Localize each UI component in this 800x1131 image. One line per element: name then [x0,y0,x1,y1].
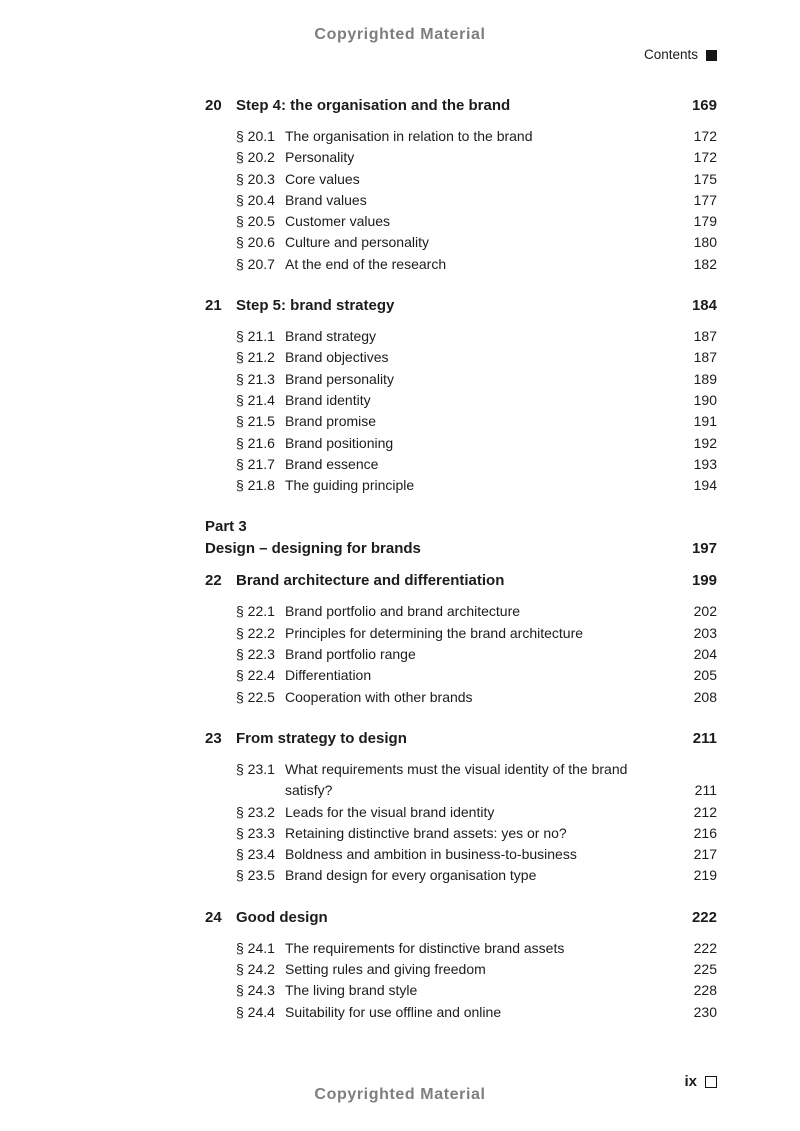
section-list [205,126,717,275]
section-title: Leads for the visual brand identity [285,803,495,820]
section-page: 177 [693,191,717,208]
running-head-label: Contents [643,47,698,62]
section-list [205,601,717,707]
toc-section-row [236,938,717,959]
chapter-page: 184 [691,297,717,315]
toc-section-row [236,411,717,432]
toc-section-row [236,687,717,708]
toc-section-row [236,390,717,411]
chapter-number: 21 [205,297,222,315]
section-page: 217 [693,846,717,863]
toc-section-row [236,1002,717,1023]
section-page: 179 [693,213,717,230]
part-label: Part 3 [205,518,247,536]
copyright-watermark-top: Copyrighted Material [314,26,486,43]
toc-section-row [236,369,717,390]
toc-section-row [236,865,717,886]
section-page: 172 [693,149,717,166]
toc-section-row [236,190,717,211]
section-label: § 24.1 [236,939,275,956]
section-title: What requirements must the visual identity of the brand satisfy? [285,760,628,799]
toc-section-row [236,601,717,622]
section-title: The guiding principle [285,477,415,494]
toc-section-row [236,644,717,665]
section-title: Brand portfolio and brand architecture [285,603,521,620]
section-page: 204 [693,646,717,663]
section-page: 202 [693,603,717,620]
toc-section-row [236,665,717,686]
chapter-row [205,295,717,317]
section-title: Brand positioning [285,434,394,451]
section-label: § 21.7 [236,455,275,472]
chapter-title: Step 4: the organisation and the brand [236,97,511,114]
section-label: § 21.8 [236,477,275,494]
section-page: 190 [693,391,717,408]
toc-section-row [236,454,717,475]
running-head [644,47,717,63]
section-label: § 21.3 [236,370,275,387]
chapter-page: 222 [691,908,717,926]
toc-section-row [236,433,717,454]
section-label: § 23.1 [236,760,275,777]
chapter-title: From strategy to design [236,729,407,747]
toc-part-block [205,516,717,560]
section-label: § 21.1 [236,328,275,345]
section-label: § 20.4 [236,191,275,208]
section-page: 219 [693,867,717,884]
toc-section-row [236,823,717,844]
section-page: 216 [693,824,717,841]
section-title: Brand promise [285,413,377,430]
section-title: Brand personality [285,370,394,387]
section-label: § 23.3 [236,824,275,841]
section-page: 180 [693,234,717,251]
section-title: Cooperation with other brands [285,688,473,705]
toc-chapter-block [205,907,717,1023]
filled-square-icon [706,50,717,61]
part-title: Design – designing for brands [205,540,421,558]
toc-section-row [236,844,717,865]
section-page: 192 [693,434,717,451]
toc-chapter-block [205,295,717,496]
toc-section-row [236,326,717,347]
chapter-number: 22 [205,572,222,590]
section-label: § 24.2 [236,961,275,978]
section-page: 187 [693,328,717,345]
toc-section-row [236,169,717,190]
toc-section-row [236,623,717,644]
section-label: § 23.4 [236,846,275,863]
chapter-page: 169 [691,97,717,114]
chapter-row [205,95,717,117]
section-page: 194 [693,477,717,494]
section-label: § 24.3 [236,982,275,999]
section-title: Brand values [285,191,367,208]
section-title: Brand essence [285,455,379,472]
toc-section-row [236,211,717,232]
toc-chapter-block [205,570,717,707]
section-page: 189 [693,370,717,387]
section-label: § 22.4 [236,667,275,684]
section-title: Differentiation [285,667,372,684]
chapter-row [205,570,717,592]
section-page: 228 [693,982,717,999]
section-label: § 22.1 [236,603,275,620]
toc-section-row [236,254,717,275]
section-label: § 22.2 [236,624,275,641]
section-label: § 20.5 [236,213,275,230]
section-title: Brand portfolio range [285,646,416,663]
section-page: 212 [693,803,717,820]
section-page: 175 [693,170,717,187]
toc-section-row [236,759,717,802]
chapter-title: Brand architecture and differentiation [236,572,505,590]
chapter-page: 211 [692,729,717,747]
section-title: Setting rules and giving freedom [285,961,486,978]
toc-section-row [236,980,717,1001]
section-title: Retaining distinctive brand assets: yes or no? [285,824,567,841]
section-label: § 20.2 [236,149,275,166]
chapter-row [205,728,717,750]
chapter-row [205,907,717,929]
section-page: 191 [693,413,717,430]
section-title: Culture and personality [285,234,429,251]
section-label: § 21.2 [236,349,275,366]
copyright-watermark-bottom: Copyrighted Material [314,1086,486,1103]
section-title: Customer values [285,213,391,230]
section-list [205,938,717,1023]
chapter-title: Step 5: brand strategy [236,297,395,315]
section-page: 230 [693,1003,717,1020]
section-label: § 22.5 [236,688,275,705]
section-title: At the end of the research [285,255,447,272]
section-label: § 21.5 [236,413,275,430]
section-list [205,326,717,496]
section-label: § 20.3 [236,170,275,187]
section-page: 222 [693,939,717,956]
section-list [205,759,717,887]
section-page: 193 [693,455,717,472]
section-page: 208 [693,688,717,705]
section-label: § 23.2 [236,803,275,820]
section-page: 187 [693,349,717,366]
toc-section-row [236,347,717,368]
section-title: Boldness and ambition in business-to-business [285,846,577,863]
section-page: 182 [693,255,717,272]
section-title: Brand objectives [285,349,389,366]
toc-section-row [236,959,717,980]
section-title: The requirements for distinctive brand assets [285,939,565,956]
section-title: The organisation in relation to the brand [285,128,533,144]
section-label: § 20.6 [236,234,275,251]
chapter-page: 199 [691,572,717,590]
section-page: 225 [693,961,717,978]
section-label: § 20.1 [236,128,275,144]
table-of-contents [205,95,717,1023]
toc-chapter-block [205,728,717,887]
section-label: § 21.4 [236,391,275,408]
section-page: 203 [693,624,717,641]
section-title: Core values [285,170,360,187]
chapter-number: 23 [205,729,222,747]
section-title: Suitability for use offline and online [285,1003,502,1020]
section-title: Brand strategy [285,328,377,345]
toc-section-row [236,126,717,147]
section-page: 172 [693,128,717,144]
toc-section-row [236,147,717,168]
section-label: § 21.6 [236,434,275,451]
section-title: Principles for determining the brand architecture [285,624,584,641]
section-label: § 20.7 [236,255,275,272]
toc-chapter-block [205,95,717,275]
toc-section-row [236,802,717,823]
chapter-number: 20 [205,97,222,114]
section-title: The living brand style [285,982,418,999]
toc-section-row [236,232,717,253]
part-title-row [205,538,717,560]
chapter-title: Good design [236,908,328,926]
toc-section-row [236,475,717,496]
chapter-number: 24 [205,908,222,926]
section-title: Brand design for every organisation type [285,867,537,884]
section-title: Brand identity [285,391,371,408]
section-label: § 24.4 [236,1003,275,1020]
section-page: 211 [694,782,717,799]
section-label: § 22.3 [236,646,275,663]
folio-number: ix [684,1073,697,1090]
section-label: § 23.5 [236,867,275,884]
part-page: 197 [691,540,717,558]
section-title: Personality [285,149,355,166]
section-page: 205 [693,667,717,684]
